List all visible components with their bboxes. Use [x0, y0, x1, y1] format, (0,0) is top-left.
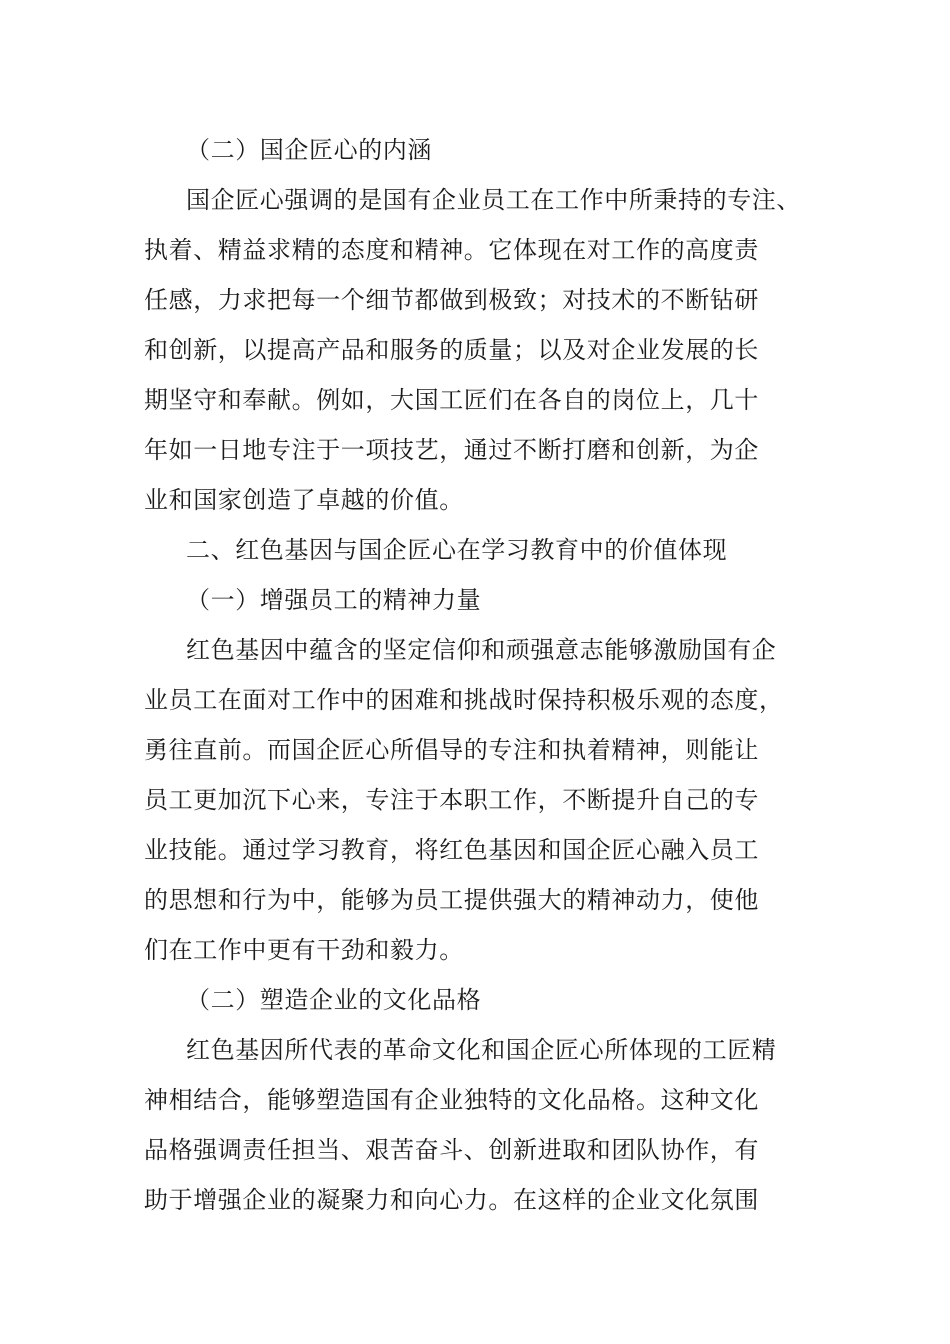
paragraph-line: 助于增强企业的凝聚力和向心力。在这样的企业文化氛围	[144, 1186, 759, 1214]
section-heading-value: 二、红色基因与国企匠心在学习教育中的价值体现	[186, 536, 728, 564]
paragraph-line: 国企匠心强调的是国有企业员工在工作中所秉持的专注、	[186, 186, 801, 214]
paragraph-line: 期坚守和奉献。例如，大国工匠们在各自的岗位上，几十	[144, 386, 759, 414]
paragraph-line: 业和国家创造了卓越的价值。	[144, 486, 464, 514]
paragraph-line: 年如一日地专注于一项技艺，通过不断打磨和创新，为企	[144, 436, 759, 464]
paragraph-line: 任感，力求把每一个细节都做到极致；对技术的不断钻研	[144, 286, 759, 314]
paragraph-line: 和创新，以提高产品和服务的质量；以及对企业发展的长	[144, 336, 759, 364]
paragraph-line: 勇往直前。而国企匠心所倡导的专注和执着精神，则能让	[144, 736, 759, 764]
paragraph-line: 们在工作中更有干劲和毅力。	[144, 936, 464, 964]
subheading-spirit-power: （一）增强员工的精神力量	[186, 586, 482, 614]
paragraph-line: 的思想和行为中，能够为员工提供强大的精神动力，使他	[144, 886, 759, 914]
paragraph-line: 品格强调责任担当、艰苦奋斗、创新进取和团队协作，有	[144, 1136, 759, 1164]
subheading-guoqi-jiangxin-neihan: （二）国企匠心的内涵	[186, 136, 432, 164]
paragraph-line: 红色基因中蕴含的坚定信仰和顽强意志能够激励国有企	[186, 636, 777, 664]
paragraph-line: 员工更加沉下心来，专注于本职工作，不断提升自己的专	[144, 786, 759, 814]
paragraph-line: 业技能。通过学习教育，将红色基因和国企匠心融入员工	[144, 836, 759, 864]
paragraph-line: 执着、精益求精的态度和精神。它体现在对工作的高度责	[144, 236, 759, 264]
paragraph-line: 红色基因所代表的革命文化和国企匠心所体现的工匠精	[186, 1036, 777, 1064]
subheading-culture-character: （二）塑造企业的文化品格	[186, 986, 482, 1014]
paragraph-line: 业员工在面对工作中的困难和挑战时保持积极乐观的态度，	[144, 686, 784, 714]
paragraph-line: 神相结合，能够塑造国有企业独特的文化品格。这种文化	[144, 1086, 759, 1114]
